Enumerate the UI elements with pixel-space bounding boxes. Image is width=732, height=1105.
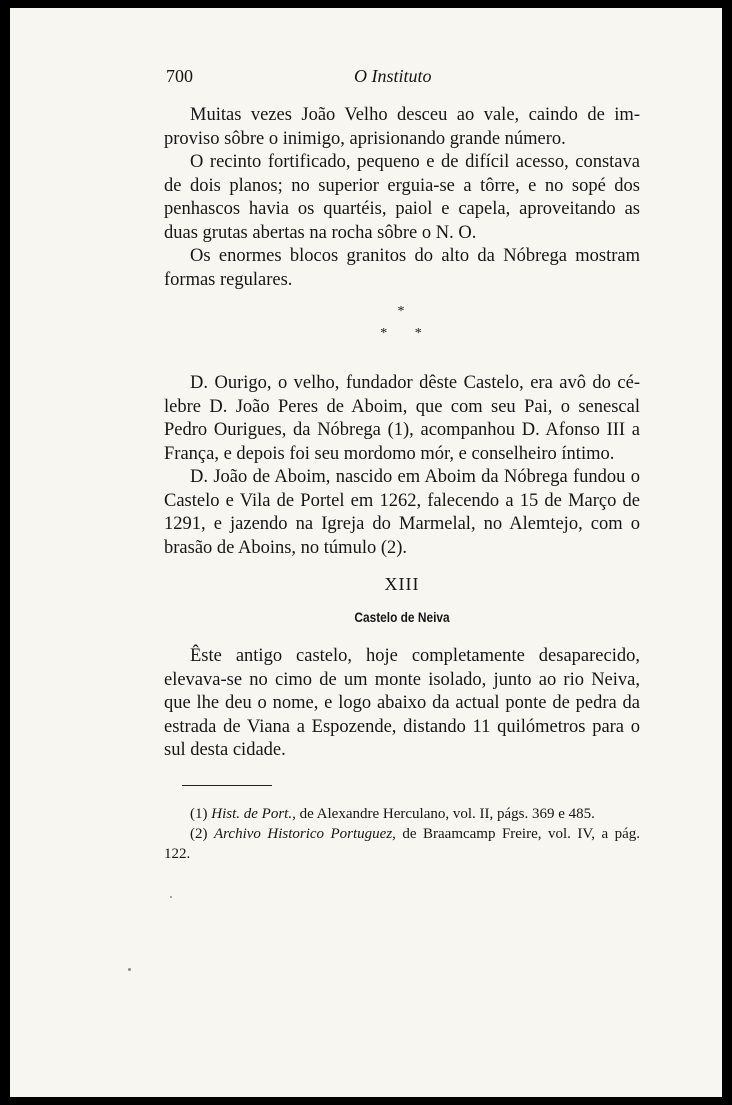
footnote-1-text: de Alexandre Herculano, vol. II, págs. 369 e 485.	[295, 805, 595, 822]
page-number: 700	[166, 66, 193, 86]
footnote-2	[164, 824, 640, 864]
footnote-1	[164, 804, 640, 824]
paragraph-4: D. Ourigo, o velho, fundador dêste Castelo, era avô do célebre D. João Peres de Aboim, que com seu Pai, o senescal Pedro Ourigues, da Nóbrega (1), acompanhou D. Afonso III a França, e depois foi seu mordomo mór, e conselheiro íntimo.	[164, 373, 640, 464]
footnote-2-title: Archivo Historico Portuguez,	[213, 825, 396, 842]
paper-speck	[170, 896, 172, 898]
section-number: XIII	[384, 574, 420, 594]
footnote-2-text: de Braamcamp Freire, vol. IV, a pág. 122.	[164, 825, 640, 862]
running-head	[164, 66, 640, 90]
paragraph-5: D. João de Aboim, nascido em Aboim da Nóbrega fundou o Castelo e Vila de Portel em 1262, falecendo a 15 de Março de 1291, e jazendo na Igreja do Marmelal, no Alemtejo, com o brasão de Aboins, no túmulo (2).	[164, 467, 640, 558]
footnote-1-title: Hist. de Port.,	[211, 805, 296, 822]
page-content	[164, 66, 640, 864]
paper-speck	[128, 968, 131, 971]
footnote-divider	[182, 785, 272, 786]
footnote-2-marker: (2)	[190, 825, 208, 842]
asterism-separator	[164, 304, 640, 342]
book-page	[10, 8, 722, 1097]
section-paragraph: Êste antigo castelo, hoje completamente desaparecido, elevava-se no cimo de um monte isolado, junto ao rio Neiva, que lhe deu o nome, e logo abaixo da actual ponte de pedra da estrada de Viana a Espozende, distando 11 quilómetros para o sul desta cidade.	[164, 646, 640, 760]
asterism-star-right: *	[414, 326, 424, 341]
paragraph-1: Muitas vezes João Velho desceu ao vale, caindo de improviso sôbre o inimigo, aprisionando grande número.	[164, 105, 640, 149]
footnote-1-marker: (1)	[190, 805, 208, 822]
journal-title: O Instituto	[354, 66, 432, 86]
paragraph-2: O recinto fortificado, pequeno e de difícil acesso, constava de dois planos; no superior erguia-se a tôrre, e no sopé dos penhascos havia os quartéis, paiol e capela, aproveitando as duas grutas abertas na rocha sôbre o N. O.	[164, 152, 640, 243]
section-title: Castelo de Neiva	[354, 609, 450, 625]
paragraph-3: Os enormes blocos granitos do alto da Nóbrega mostram formas regulares.	[164, 246, 640, 290]
asterism-star-left: *	[380, 326, 390, 341]
asterism-star-top: *	[397, 304, 407, 319]
